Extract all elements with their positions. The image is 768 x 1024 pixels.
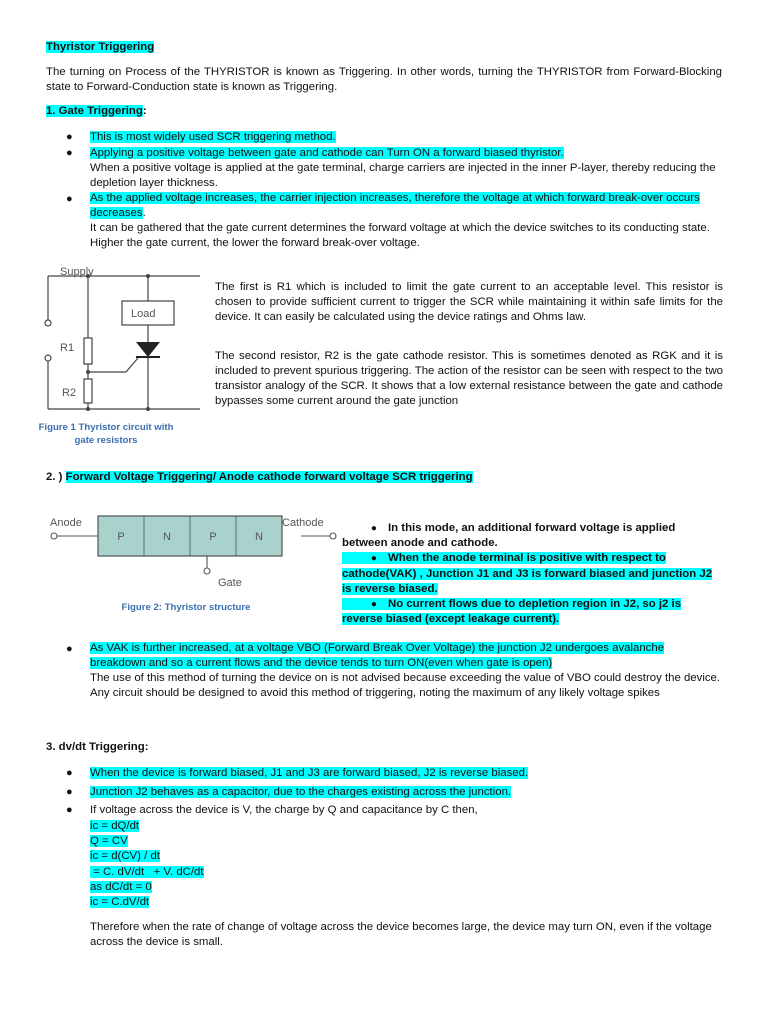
fig2-bullet-2: When the anode terminal is positive with respect to cathode(VAK) , Junction J1 and J3 is forward biased and junction J2 is reverse biased. [342,552,713,595]
s3-bullet-3: If voltage across the device is V, the charge by Q and capacitance by C then, [90,804,478,816]
gate-label: Gate [218,577,242,589]
bullet-dot: ● [66,767,73,779]
s1-bullet-1: This is most widely used SCR triggering method. [90,131,336,143]
formula-line: ic = dQ/dt [90,820,140,832]
bullet-dot: ● [370,553,388,565]
r1-label: R1 [60,342,75,354]
thyristor-symbol [136,342,160,357]
bullet-dot: ● [66,786,73,798]
section-3-heading: 3. dv/dt Triggering: [46,741,149,753]
intro-paragraph: The turning on Process of the THYRISTOR is known as Triggering. In other words, turning the THYRISTOR from Forward-Blocking state to Forward-Conduction state is known as Triggering. [46,66,722,93]
s3-bullet-2: Junction J2 behaves as a capacitor, due to the charges existing across the junction. [90,786,512,798]
fig2-bullet-1: In this mode, an additional forward voltage is applied between anode and cathode. [342,522,676,550]
anode-label: Anode [50,517,82,529]
s1-bullet-2: Applying a positive voltage between gate and cathode can Turn ON a forward biased thyristor. [90,147,564,159]
formula-line: ic = d(CV) / dt [90,850,160,863]
formula-line: ic = C.dV/dt [90,896,150,909]
section-1-heading: 1. Gate Triggering: [46,105,147,117]
figure-1-caption: Figure 1 Thyristor circuit with gate resistors [38,422,174,446]
s3-conclusion: Therefore when the rate of change of voltage across the device becomes large, the device may turn ON, even if the voltage across the device is small. [90,921,712,948]
s1-bullet-3: As the applied voltage increases, the carrier injection increases, therefore the voltage at which forward break-over occurs decreases. [90,192,700,219]
bullet-dot: ● [66,804,73,816]
s2-bullet-avalanche: As VAK is further increased, at a voltage VBO (Forward Break Over Voltage) the junction J2 undergoes avalanche breakdown and so a current flows and the device tends to turn ON(even when gate is open) [90,642,665,669]
formula-block [90,819,204,910]
fig2-bullets [342,521,720,627]
r1-explanation: The first is R1 which is included to limit the gate current to an acceptable level. This resistor is chosen to provide sufficient current to trigger the SCR while maintaining it within safe limits for the device. It can easily be calculated using the device ratings and Ohms law. [215,281,723,323]
bullet-dot: ● [66,147,73,159]
fig2-bullet-3: No current flows due to depletion region in J2, so j2 is reverse biased (except leakage current). [342,598,682,626]
s2-bullet-avalanche-detail: The use of this method of turning the device on is not advised because exceeding the value of VBO could destroy the device. Any circuit should be designed to avoid this method of triggering, noting the maximum of any likely voltage spikes [90,672,721,699]
figure-2-caption: Figure 2: Thyristor structure [121,602,251,613]
formula-line: as dC/dt = 0 [90,880,152,893]
s1-bullet-2-detail: When a positive voltage is applied at the gate terminal, charge carriers are injected in the inner P-layer, thereby reducing the depletion layer thickness. [90,162,716,189]
thyristor-structure-diagram [46,510,346,596]
cathode-label: Cathode [282,517,324,529]
page-title: Thyristor Triggering [46,41,155,53]
load-label: Load [131,308,156,320]
layer-label: N [255,531,263,543]
thyristor-circuit-diagram [40,262,200,420]
s3-bullet-1: When the device is forward biased, J1 and J3 are forward biased, J2 is reverse biased. [90,767,529,779]
supply-label: Supply [60,266,94,278]
layer-label: P [209,531,217,543]
bullet-dot: ● [66,193,73,205]
layer-label: N [163,531,171,543]
bullet-dot: ● [66,643,73,655]
bullet-dot: ● [370,523,388,534]
layer-label: P [117,531,125,543]
formula-line: Q = CV [90,835,128,848]
r2-explanation: The second resistor, R2 is the gate cathode resistor. This is sometimes denoted as RGK and it is included to prevent spurious triggering. The action of the resistor can be seen with respect to the two transistor analogy of the SCR. It shows that a low external resistance between the gate and cathode bypasses some current around the gate junction [215,350,723,407]
bullet-dot: ● [370,599,388,611]
bullet-dot: ● [66,131,73,143]
section-2-heading: 2. ) Forward Voltage Triggering/ Anode cathode forward voltage SCR triggering [46,471,473,483]
formula-line: = C. dV/dt + V. dC/dt [90,865,204,878]
s1-bullet-3-detail: It can be gathered that the gate current determines the forward voltage at which the device switches to its conducting state. Higher the gate current, the lower the forward break-over voltage. [90,222,710,249]
r2-label: R2 [62,387,77,399]
